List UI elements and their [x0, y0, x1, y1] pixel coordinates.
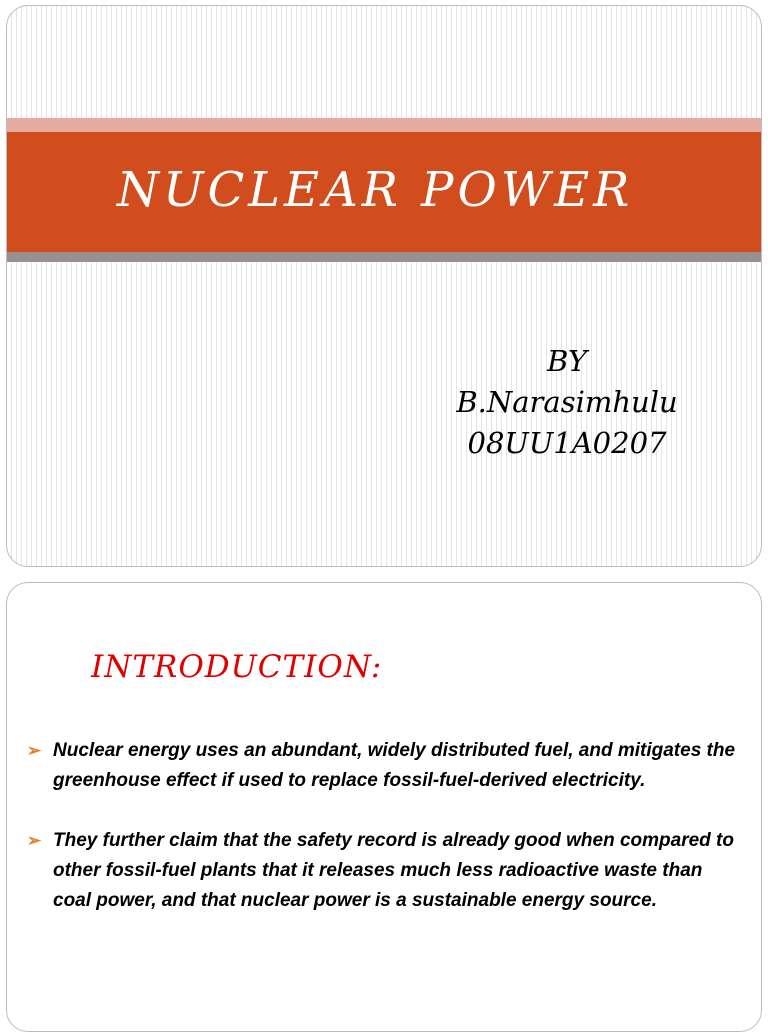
decorative-stripe-bottom	[7, 252, 761, 262]
bullet-list	[27, 736, 743, 946]
bullet-text: They further claim that the safety record is already good when compared to other fossil-fuel plants that it releases much less radioactive waste than coal power, and that nuclear power is a sustainable energy source.	[53, 830, 734, 911]
title-slide	[6, 5, 762, 567]
arrow-right-icon: ➢	[27, 831, 42, 850]
byline: BY	[547, 344, 587, 378]
roll-number: 08UU1A0207	[467, 426, 667, 460]
author-block	[407, 341, 727, 464]
slide-title: NUCLEAR POWER	[117, 162, 634, 218]
arrow-right-icon: ➢	[27, 741, 42, 760]
bullet-text: Nuclear energy uses an abundant, widely distributed fuel, and mitigates the greenhouse effect if used to replace fossil-fuel-derived electricity.	[53, 740, 736, 791]
decorative-stripe-top	[7, 118, 761, 132]
introduction-slide	[6, 582, 762, 1032]
author-name: B.Narasimhulu	[456, 385, 678, 419]
title-band	[7, 132, 761, 252]
list-item	[27, 736, 743, 796]
list-item	[27, 826, 743, 916]
slide-heading: INTRODUCTION:	[91, 649, 383, 685]
